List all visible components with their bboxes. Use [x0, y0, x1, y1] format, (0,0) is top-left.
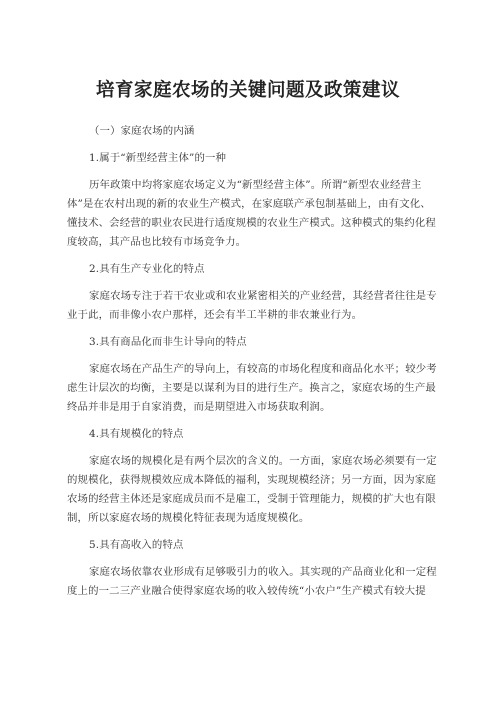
subsection-heading-4: 4.具有规模化的特点	[89, 428, 184, 440]
paragraph-line: 的规模化，获得规模效应成本降低的福利，实现规模经济；另一方面，因为家庭	[67, 474, 436, 486]
paragraph-line: 体”是在农村出现的新的农业生产模式，在家庭联产承包制基础上，由有文化、	[67, 198, 431, 210]
paragraph-line: 家庭农场在产品生产的导向上，有较高的市场化程度和商品化水平；较少考	[89, 363, 437, 375]
paragraph-line: 家庭农场专注于若干农业或和农业紧密相关的产业经营，其经营者往往是专	[89, 290, 437, 302]
paragraph-line: 业于此，而非像小农户那样，还会有半工半耕的非农兼业行为。	[67, 309, 363, 321]
paragraph-line: 家庭农场的规模化是有两个层次的含义的。一方面，家庭农场必须要有一定	[89, 455, 437, 467]
paragraph-line: 家庭农场依靠农业形成有足够吸引力的收入。其实现的产品商业化和一定程	[89, 566, 437, 578]
paragraph-line: 度上的一二三产业融合使得家庭农场的收入较传统“小农户”生产模式有较大提	[67, 585, 426, 597]
paragraph-line: 历年政策中均将家庭农场定义为“新型经营主体”。所谓“新型农业经营主	[89, 179, 422, 191]
document-title: 培育家庭农场的关键问题及政策建议	[95, 80, 400, 101]
paragraph-line: 虑生计层次的均衡，主要是以谋利为目的进行生产。换言之，家庭农场的生产最	[67, 382, 436, 394]
paragraph-line: 终品并非是用于自家消费，而是期望进入市场获取利润。	[67, 401, 331, 413]
paragraph-line: 农场的经营主体还是家庭成员而不是雇工，受制于管理能力，规模的扩大也有限	[67, 493, 436, 505]
paragraph-line: 懂技术、会经营的职业农民进行适度规模的农业生产模式。这种模式的集约化程	[67, 217, 436, 229]
subsection-heading-5: 5.具有高收入的特点	[89, 539, 184, 551]
subsection-heading-2: 2.具有生产专业化的特点	[89, 263, 205, 275]
paragraph-line: 制，所以家庭农场的规模化特征表现为适度规模化。	[67, 512, 310, 524]
subsection-heading-1: 1.属于“新型经营主体”的一种	[89, 152, 227, 164]
section-heading: （一）家庭农场的内涵	[89, 125, 195, 137]
paragraph-line: 度较高，其产品也比较有市场竞争力。	[67, 236, 247, 248]
subsection-heading-3: 3.具有商品化而非生计导向的特点	[89, 336, 247, 348]
